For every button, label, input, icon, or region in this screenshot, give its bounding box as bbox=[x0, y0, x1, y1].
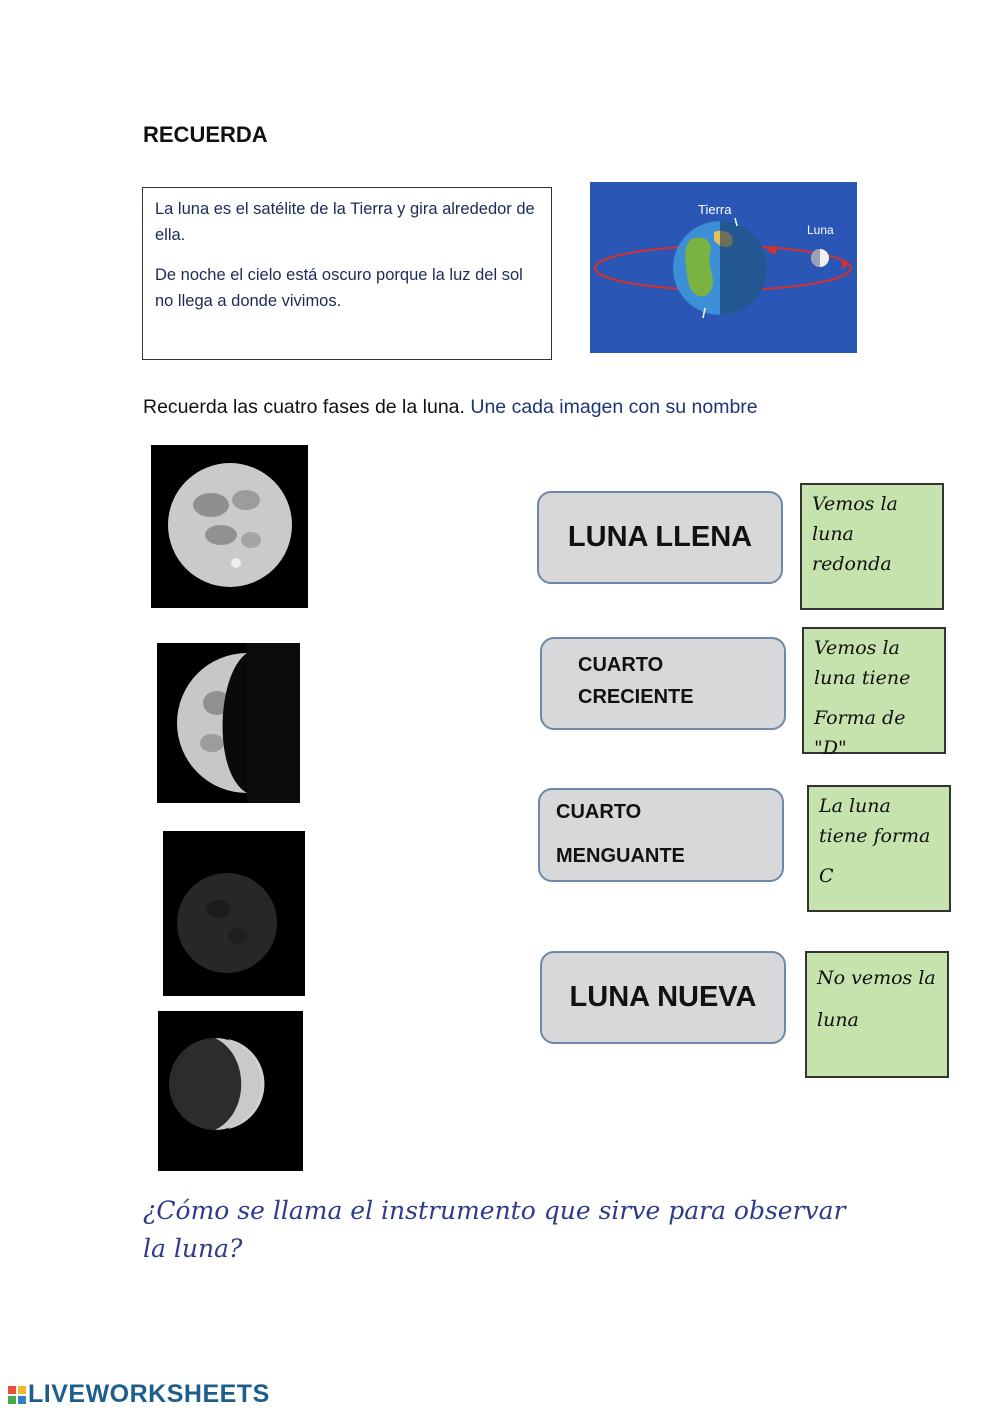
phase-button-last-quarter[interactable] bbox=[538, 788, 784, 882]
logo-text: LIVEWORKSHEETS bbox=[28, 1380, 270, 1408]
note-full-moon bbox=[800, 483, 944, 610]
phase-button-first-quarter[interactable] bbox=[540, 637, 786, 730]
instruction bbox=[143, 396, 758, 419]
note-line-1: Vemos la bbox=[812, 493, 898, 515]
question-text: ¿Cómo se llama el instrumento que sirve para observar la luna? bbox=[143, 1196, 846, 1263]
note-line-3: C bbox=[819, 865, 834, 887]
recall-box bbox=[142, 187, 552, 360]
note-first-quarter bbox=[802, 627, 946, 759]
phase-label-line-1: CUARTO bbox=[578, 654, 664, 676]
note-new-moon bbox=[805, 951, 949, 1078]
full-moon-image[interactable] bbox=[151, 445, 308, 608]
recall-text-2: De noche el cielo está oscuro porque la luz del sol no llega a donde vivimos. bbox=[155, 266, 523, 310]
note-line-2: luna bbox=[812, 523, 854, 545]
phase-label: LUNA NUEVA bbox=[569, 981, 757, 1013]
first-quarter-moon-image[interactable] bbox=[157, 643, 300, 803]
instruction-part-2: Une cada imagen con su nombre bbox=[470, 396, 758, 418]
note-line-1: No vemos la bbox=[817, 967, 936, 989]
recall-text-1: La luna es el satélite de la Tierra y gira alrededor de ella. bbox=[155, 200, 535, 244]
phase-button-full-moon[interactable] bbox=[537, 491, 783, 584]
note-line-2: tiene forma bbox=[819, 825, 931, 847]
page-heading: RECUERDA bbox=[143, 122, 268, 147]
phase-label-line-2: MENGUANTE bbox=[556, 845, 685, 867]
phase-label: LUNA LLENA bbox=[567, 521, 753, 553]
waxing-crescent-moon-image[interactable] bbox=[158, 1011, 303, 1171]
note-line-1: Vemos la bbox=[814, 637, 900, 659]
phase-label-line-1: CUARTO bbox=[556, 801, 642, 823]
note-line-2: luna tiene bbox=[814, 667, 911, 689]
moon-label: Luna bbox=[807, 223, 834, 237]
earth-label: Tierra bbox=[698, 202, 732, 217]
note-last-quarter bbox=[807, 785, 951, 912]
note-line-3: redonda bbox=[812, 553, 892, 575]
note-line-2: luna bbox=[817, 1009, 859, 1031]
phase-button-new-moon[interactable] bbox=[540, 951, 786, 1044]
logo-grid-icon bbox=[8, 1386, 26, 1404]
note-line-3: Forma de "D" bbox=[814, 707, 906, 759]
instruction-part-1: Recuerda las cuatro fases de la luna. bbox=[143, 396, 465, 418]
new-moon-image[interactable] bbox=[163, 831, 305, 996]
earth-moon-orbit-image bbox=[590, 182, 857, 353]
liveworksheets-logo bbox=[8, 1380, 270, 1409]
phase-label-line-2: CRECIENTE bbox=[578, 686, 694, 708]
note-line-1: La luna bbox=[819, 795, 891, 817]
